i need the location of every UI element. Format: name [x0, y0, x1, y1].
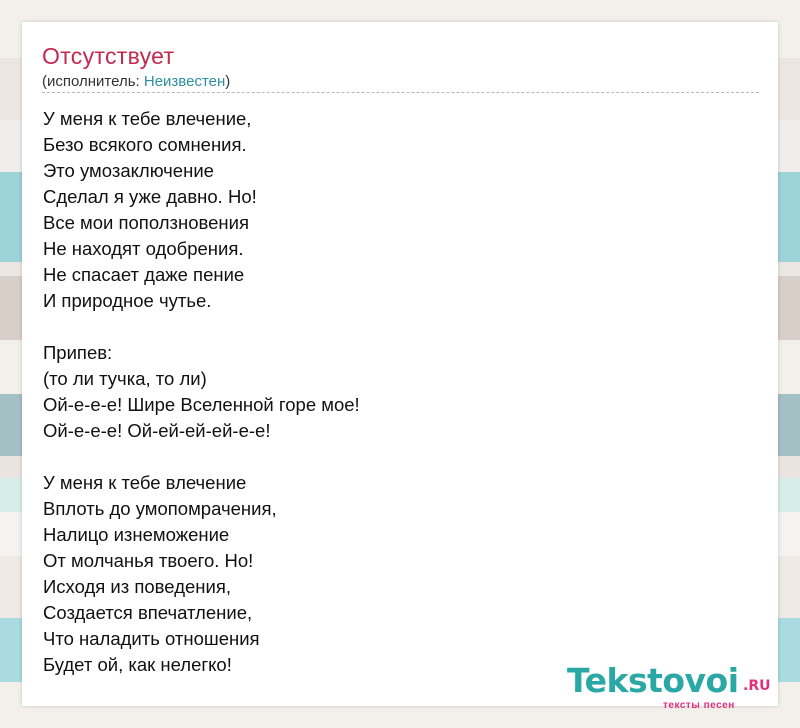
logo-tagline: тексты песен [663, 700, 735, 711]
lyric-line: У меня к тебе влечение, [43, 108, 252, 129]
lyric-line: Налицо изнеможение [43, 524, 230, 545]
lyric-line: Ой-е-е-е! Ой-ей-ей-ей-е-е! [43, 420, 271, 441]
lyrics-card [22, 22, 778, 711]
lyric-line: Безо всякого сомнения. [43, 134, 247, 155]
stanza-verse-2 [43, 470, 743, 678]
lyric-line: И природное чутье. [43, 290, 212, 311]
artist-suffix: ) [225, 73, 231, 90]
lyric-line: Вплоть до умопомрачения, [43, 498, 277, 519]
logo-domain: .RU [743, 678, 771, 694]
lyric-line: Создается впечатление, [43, 602, 253, 623]
artist-line [42, 73, 230, 90]
lyric-line: Что наладить отношения [43, 628, 260, 649]
lyric-line: (то ли тучка, то ли) [43, 368, 207, 389]
lyric-line: У меня к тебе влечение [43, 472, 247, 493]
site-logo[interactable] [567, 662, 787, 710]
song-title: Отсутствует [42, 43, 175, 69]
stanza-verse-1 [43, 106, 743, 314]
logo-wordmark: Tekstovoi [567, 661, 739, 700]
lyrics-text [43, 106, 743, 704]
lyric-line: Исходя из поведения, [43, 576, 231, 597]
lyric-line: Будет ой, как нелегко! [43, 654, 232, 675]
title-divider [42, 92, 759, 93]
artist-prefix: (исполнитель: [42, 73, 144, 90]
lyric-line: Все мои поползновения [43, 212, 249, 233]
artist-link[interactable]: Неизвестен [143, 73, 226, 90]
lyric-line: Припев: [43, 342, 113, 363]
lyric-line: Не спасает даже пение [43, 264, 245, 285]
lyric-line: От молчанья твоего. Но! [43, 550, 254, 571]
stanza-chorus [43, 340, 743, 444]
lyric-line: Сделал я уже давно. Но! [43, 186, 257, 207]
lyric-line: Не находят одобрения. [43, 238, 244, 259]
lyric-line: Ой-е-е-е! Шире Вселенной горе мое! [43, 394, 360, 415]
lyric-line: Это умозаключение [43, 160, 214, 181]
